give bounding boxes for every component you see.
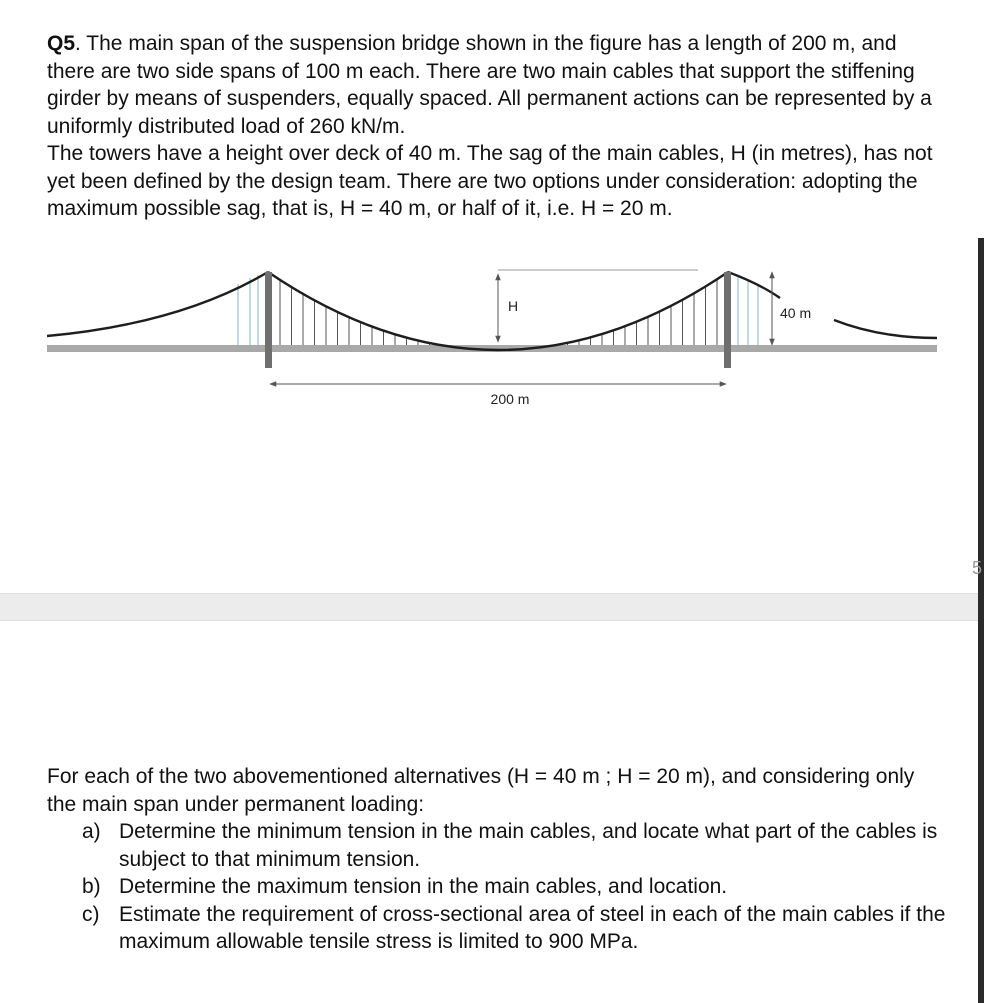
question-number: Q5 bbox=[47, 32, 76, 55]
sag-label: H bbox=[507, 298, 519, 314]
side-cable-left bbox=[47, 272, 268, 336]
tasks-section bbox=[47, 763, 947, 956]
question-paragraph-2: The towers have a height over deck of 40 m. The sag of the main cables, H (in metres), has not yet been defined by the design team. There are two options under consideration: adopting the maximum possible sag, that is, H = 40 m, or half of it, i.e. H = 20 m. bbox=[47, 142, 933, 220]
task-marker: b) bbox=[82, 875, 101, 898]
question-paragraph-1 bbox=[47, 30, 947, 140]
task-item bbox=[47, 901, 947, 956]
task-text: Determine the minimum tension in the main cables, and locate what part of the cables is subject to that minimum tension. bbox=[119, 820, 938, 871]
edge-glyph: 5 bbox=[972, 558, 983, 578]
bridge-figure bbox=[0, 258, 984, 428]
bridge-diagram bbox=[0, 258, 984, 428]
task-item bbox=[47, 873, 947, 901]
page-separator-band bbox=[0, 593, 978, 621]
task-item bbox=[47, 818, 947, 873]
page-right-edge bbox=[978, 238, 984, 1003]
tasks-list bbox=[47, 818, 947, 956]
span-label: 200 m bbox=[490, 391, 530, 407]
question-intro: . The main span of the suspension bridge shown in the figure has a length of 200 m, and there are two side spans of 100 m each. There are two main cables that support the stiffening girder by means of suspenders, equally spaced. All permanent actions can be represented by a uniformly distributed load of 260 kN/m. bbox=[47, 32, 932, 138]
question-text bbox=[47, 30, 947, 223]
task-marker: c) bbox=[82, 902, 100, 926]
tower-left bbox=[265, 272, 272, 368]
tower-right bbox=[724, 272, 731, 368]
tower-height-label: 40 m bbox=[780, 305, 812, 321]
task-marker: a) bbox=[82, 820, 101, 843]
tasks-intro: For each of the two abovementioned alternatives (H = 40 m ; H = 20 m), and considering only the main span under permanent loading: bbox=[47, 765, 915, 816]
side-cable-right-end bbox=[834, 320, 937, 338]
task-text: Determine the maximum tension in the main cables, and location. bbox=[119, 875, 728, 898]
task-text: Estimate the requirement of cross-sectional area of steel in each of the main cables if the maximum allowable tensile stress is limited to 900 MPa. bbox=[119, 902, 946, 953]
